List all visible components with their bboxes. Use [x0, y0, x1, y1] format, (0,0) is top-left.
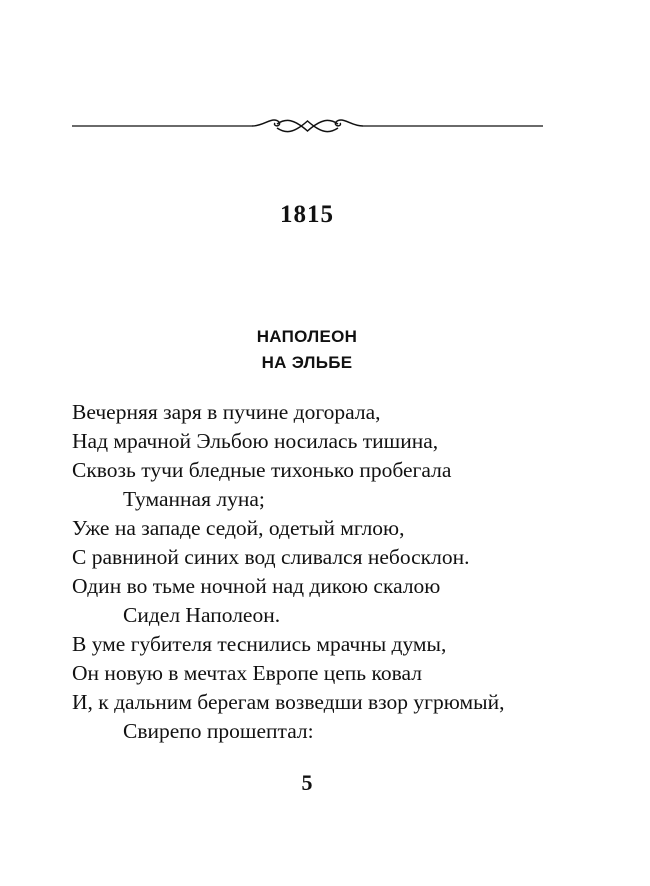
poem-title-line-1: НАПОЛЕОН	[256, 327, 358, 346]
poem-line: Сидел Наполеон.	[123, 603, 281, 627]
poem-line: Уже на западе седой, одетый мглою,	[72, 516, 405, 540]
poem-line: Над мрачной Эльбою носилась тишина,	[72, 429, 439, 453]
poem-line: И, к дальним берегам возведши взор угрюмый,	[72, 690, 505, 714]
poem-title	[0, 324, 614, 376]
page-number: 5	[301, 770, 313, 795]
poem-body	[72, 398, 572, 746]
poem-title-line-2: НА ЭЛЬБЕ	[261, 353, 353, 372]
poem-line: Туманная луна;	[123, 487, 265, 511]
flourish-divider-icon	[72, 113, 543, 139]
poem-line: Он новую в мечтах Европе цепь ковал	[72, 661, 422, 685]
poem-line: С равниной синих вод сливался небосклон.	[72, 545, 470, 569]
poem-line: Вечерняя заря в пучине догорала,	[72, 400, 381, 424]
poem-line: В уме губителя теснились мрачны думы,	[72, 632, 447, 656]
poem-line: Свирепо прошептал:	[123, 719, 314, 743]
poem-line: Один во тьме ночной над дикою скалою	[72, 574, 441, 598]
section-year: 1815	[280, 201, 334, 228]
poem-line: Сквозь тучи бледные тихонько пробегала	[72, 458, 452, 482]
